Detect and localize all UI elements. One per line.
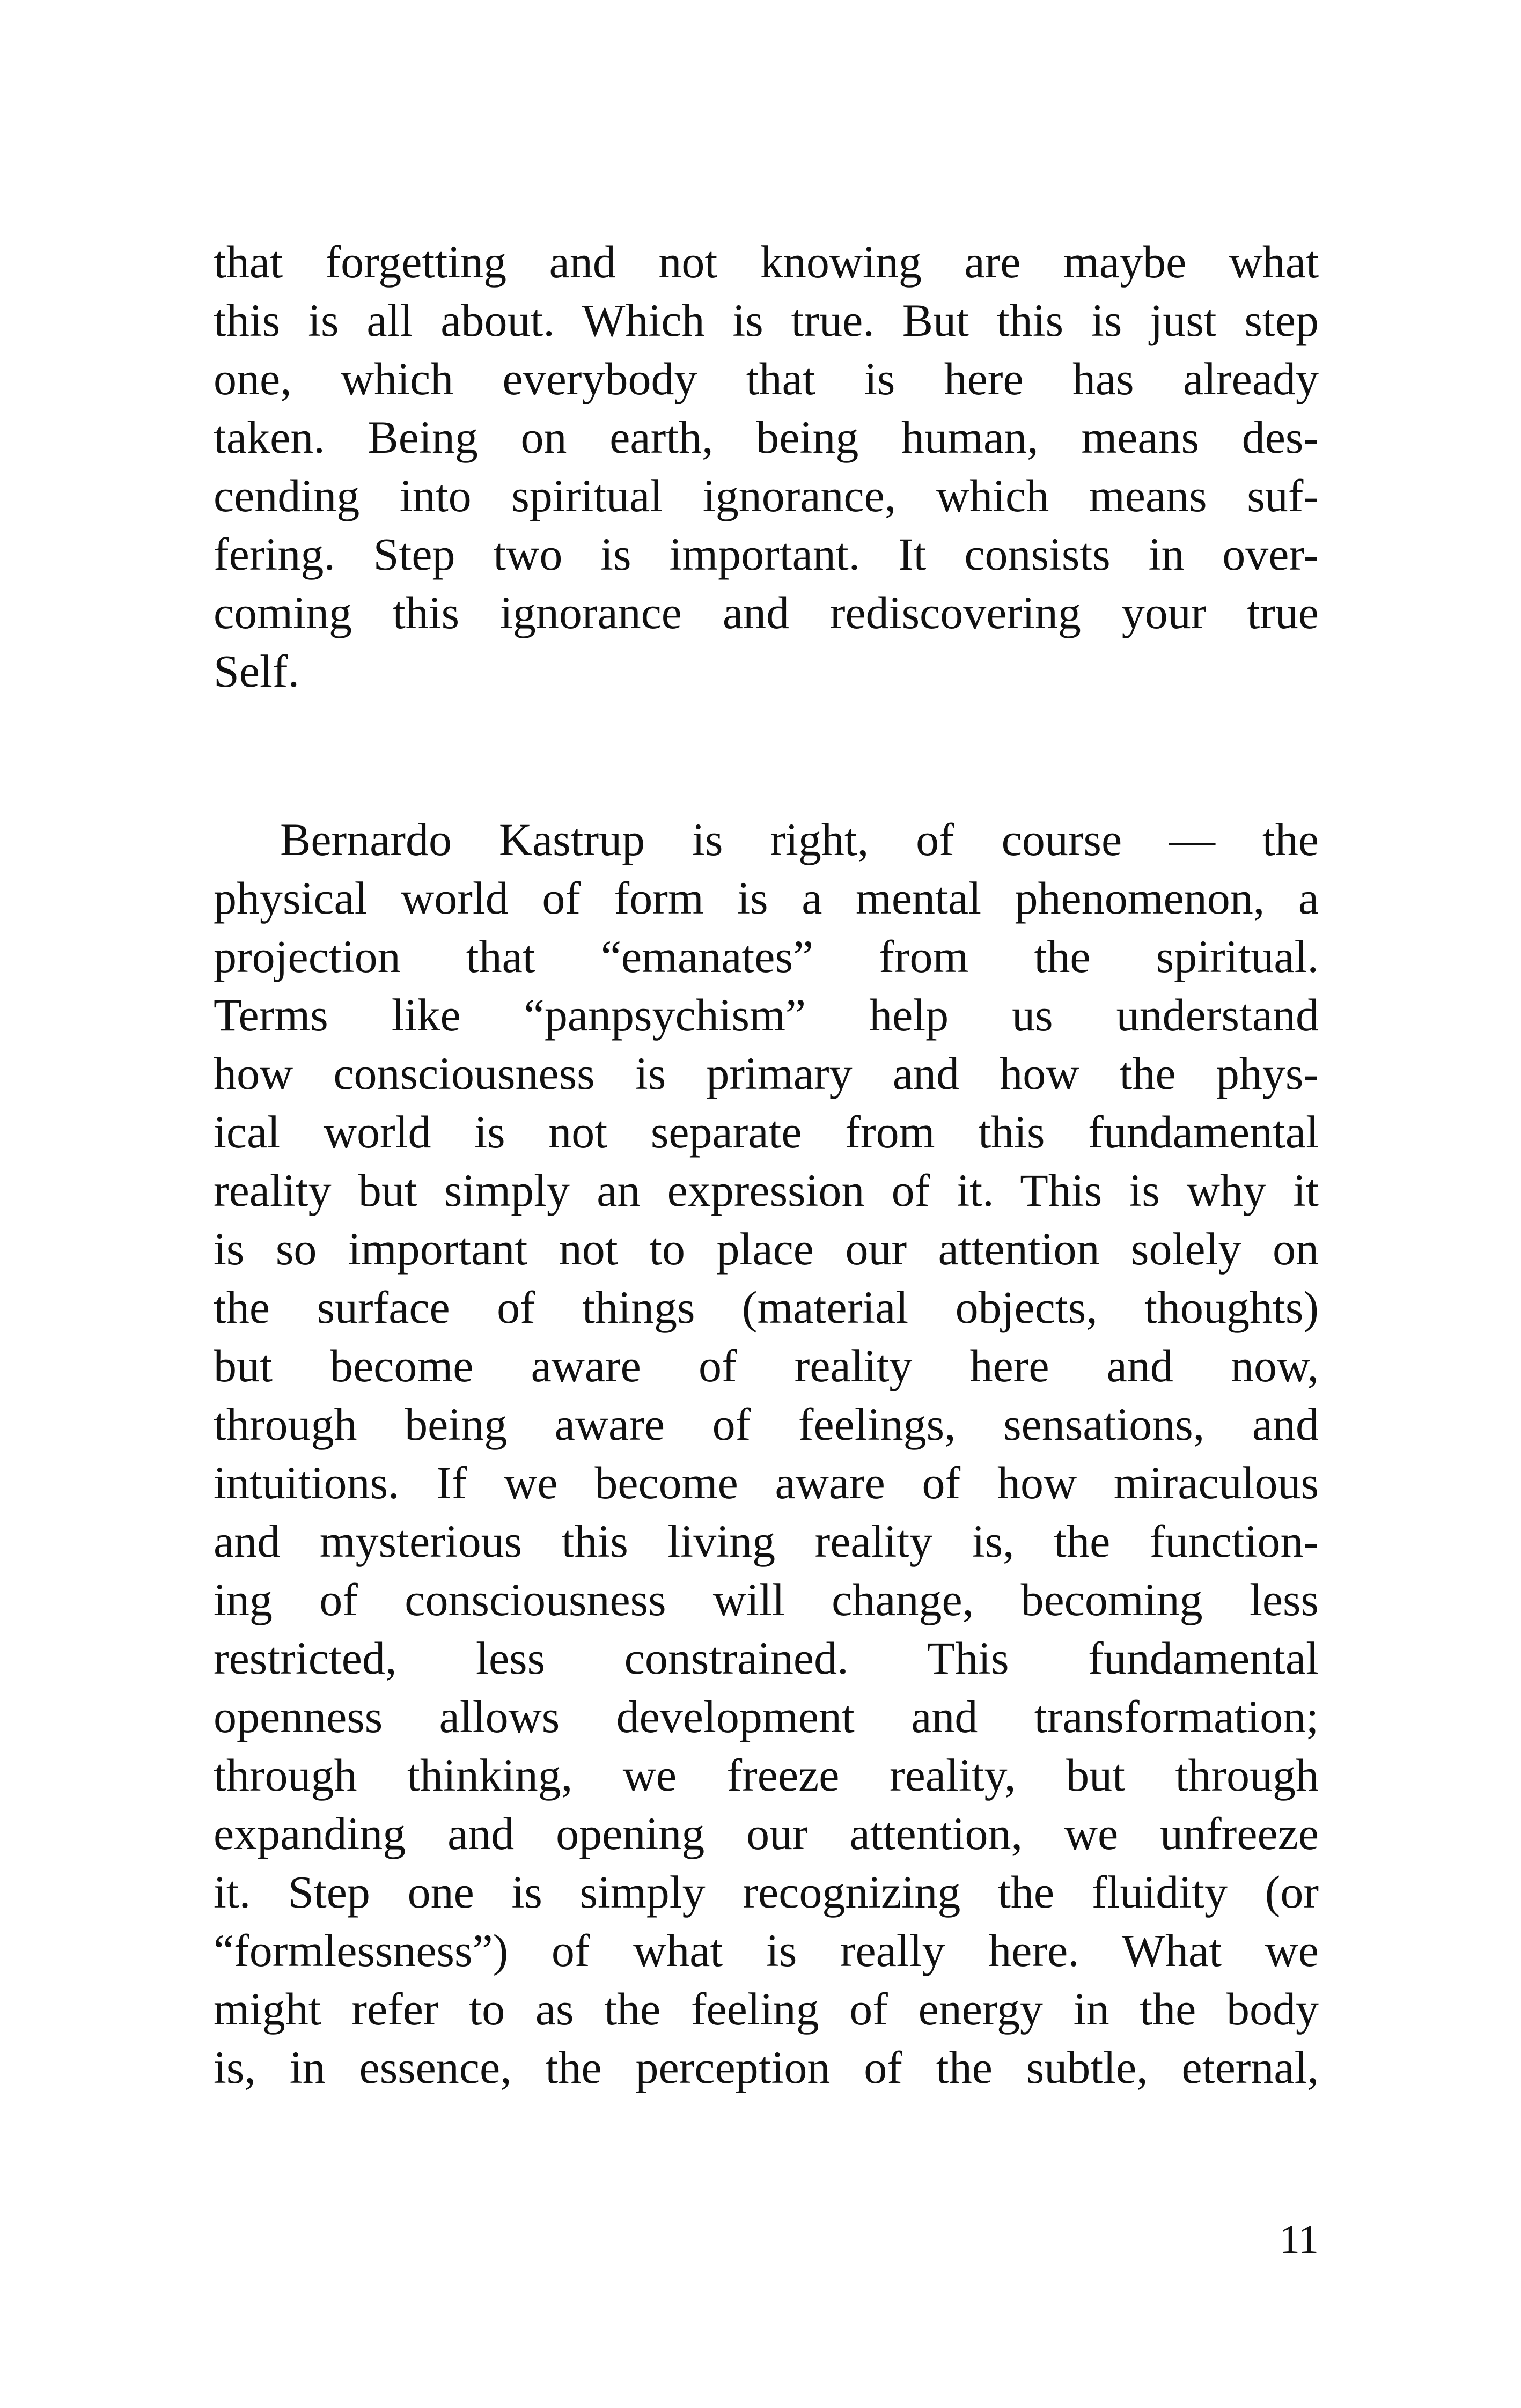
text-line: “formlessness”) of what is really here. What we: [214, 1925, 1319, 1976]
text-line: is, in essence, the perception of the subtle, eternal,: [214, 2042, 1319, 2093]
text-line: one, which everybody that is here has already: [214, 353, 1319, 404]
text-line: might refer to as the feeling of energy in the body: [214, 1983, 1319, 2035]
text-line: ical world is not separate from this fundamental: [214, 1106, 1319, 1158]
text-line: fering. Step two is important. It consists in over-: [214, 528, 1319, 580]
text-line: Bernardo Kastrup is right, of course — the: [280, 814, 1319, 865]
text-line: coming this ignorance and rediscovering your true: [214, 587, 1319, 638]
text-line: projection that “emanates” from the spiritual.: [214, 931, 1319, 982]
text-line: the surface of things (material objects, thoughts): [214, 1282, 1319, 1333]
text-line: reality but simply an expression of it. This is why it: [214, 1165, 1319, 1216]
text-line: intuitions. If we become aware of how miraculous: [214, 1457, 1319, 1508]
text-line: cending into spiritual ignorance, which means suf-: [214, 470, 1319, 521]
text-line: and mysterious this living reality is, the function-: [214, 1515, 1319, 1567]
paragraph-kastrup: [214, 811, 1319, 2097]
text-line: through thinking, we freeze reality, but through: [214, 1749, 1319, 1801]
text-line: but become aware of reality here and now,: [214, 1340, 1319, 1391]
text-line: Self.: [214, 645, 300, 697]
text-line: is so important not to place our attention solely on: [214, 1223, 1319, 1275]
text-line: ing of consciousness will change, becoming less: [214, 1574, 1319, 1625]
text-line: restricted, less constrained. This fundamental: [214, 1632, 1319, 1684]
text-line: physical world of form is a mental phenomenon, a: [214, 872, 1319, 924]
text-line: Terms like “panpsychism” help us understand: [214, 989, 1319, 1041]
text-line: it. Step one is simply recognizing the fluidity (or: [214, 1866, 1319, 1918]
text-line: openness allows development and transformation;: [214, 1691, 1319, 1742]
text-line: through being aware of feelings, sensations, and: [214, 1398, 1319, 1450]
text-line: how consciousness is primary and how the phys-: [214, 1048, 1319, 1099]
text-line: expanding and opening our attention, we unfreeze: [214, 1808, 1319, 1859]
text-line: this is all about. Which is true. But this is just step: [214, 294, 1319, 346]
text-line: taken. Being on earth, being human, means des-: [214, 411, 1319, 463]
text-line: that forgetting and not knowing are maybe what: [214, 236, 1319, 288]
paragraph-continuation: [214, 233, 1319, 701]
page-number: 11: [1279, 2217, 1319, 2262]
